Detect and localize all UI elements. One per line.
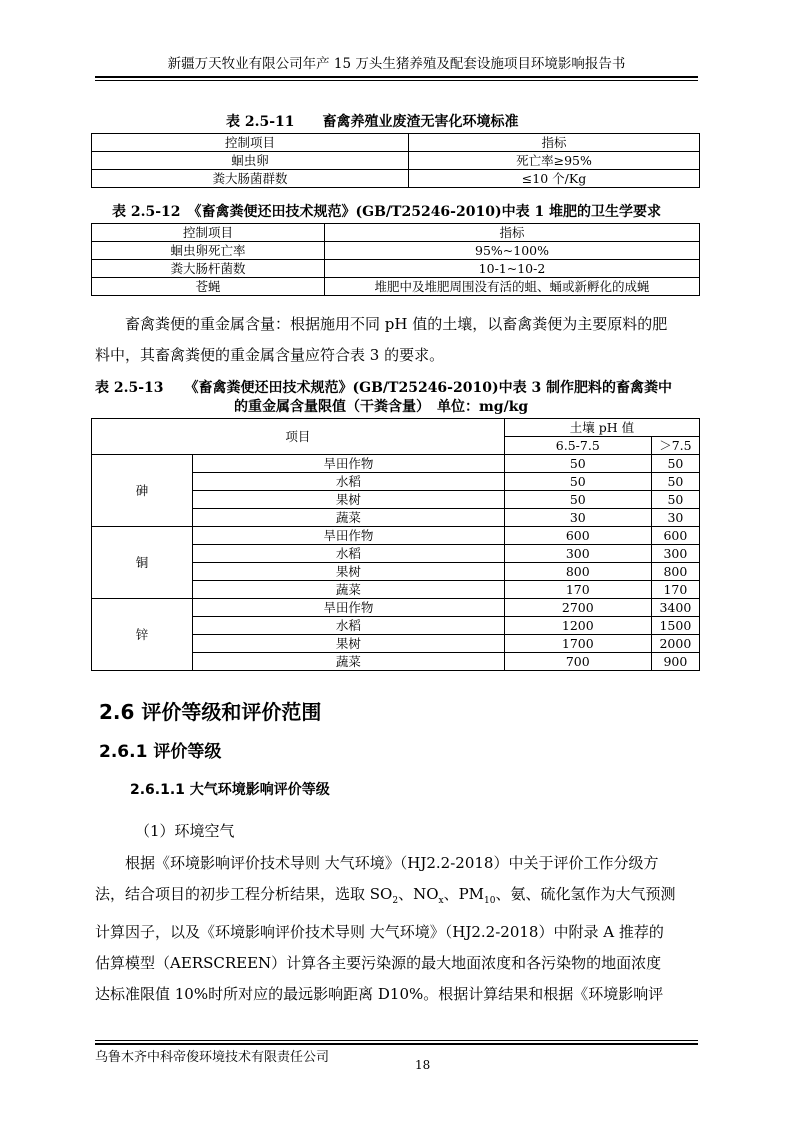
metal-cell: 砷 [92,455,193,527]
paragraph-assessment [95,848,698,1010]
value-cell: 30 [651,509,699,527]
table-header-row [92,419,700,437]
value-cell: 2000 [651,635,699,653]
value-cell: 170 [651,581,699,599]
subscript: x [438,896,444,906]
table-row [92,527,700,545]
crop-cell: 蔬菜 [193,509,505,527]
crop-cell: 果树 [193,563,505,581]
crop-cell: 旱田作物 [193,599,505,617]
value-cell: 1500 [651,617,699,635]
running-header: 新疆万天牧业有限公司年产 15 万头生猪养殖及配套设施项目环境影响报告书 [167,56,626,72]
value-cell: 2700 [504,599,651,617]
table-cell: 堆肥中及堆肥周围没有活的蛆、蛹或新孵化的成蝇 [325,278,700,296]
table-header-row [92,134,700,152]
table-row [92,170,700,188]
table1 [91,133,700,188]
value-cell: 800 [651,563,699,581]
table-cell: 粪大肠杆菌数 [92,260,325,278]
table3-caption-line2: 的重金属含量限值（干粪含量） 单位：mg/kg [234,399,529,415]
value-cell: 800 [504,563,651,581]
table-header-cell: ＞7.5 [651,437,699,455]
table-header-cell: 项目 [92,419,505,455]
value-cell: 1200 [504,617,651,635]
table1-caption: 表 2.5-11 畜禽养殖业废渣无害化环境标准 [226,114,519,130]
value-cell: 50 [651,491,699,509]
table-row [92,599,700,617]
section-heading-2-6-1-1: 2.6.1.1 大气环境影响评价等级 [130,782,330,798]
paragraph-line [95,879,698,917]
value-cell: 600 [651,527,699,545]
paragraph-line: 达标准限值 10%时所对应的最远影响距离 D10%。根据计算结果和根据《环境影响评 [95,985,664,1003]
value-cell: 50 [504,455,651,473]
value-cell: 600 [504,527,651,545]
crop-cell: 蔬菜 [193,653,505,671]
table-header-cell: 指标 [409,134,700,152]
table3 [91,418,700,671]
header-rule [95,76,698,81]
footer-company: 乌鲁木齐中科帝俊环境技术有限责任公司 [95,1050,330,1065]
section-heading-2-6: 2.6 评价等级和评价范围 [99,700,322,724]
value-cell: 50 [504,491,651,509]
value-cell: 700 [504,653,651,671]
crop-cell: 水稻 [193,473,505,491]
table-cell: 蛔虫卵死亡率 [92,242,325,260]
table-header-cell: 控制项目 [92,224,325,242]
text-run: 、氨、硫化氢作为大气预测 [495,885,676,903]
table-row [92,455,700,473]
paragraph-line: 根据《环境影响评价技术导则 大气环境》（HJ2.2-2018）中关于评价工作分级方 [125,854,659,872]
table-cell: 死亡率≥95% [409,152,700,170]
crop-cell: 果树 [193,491,505,509]
table2-caption: 表 2.5-12 《畜禽粪便还田技术规范》(GB/T25246-2010)中表 1 堆肥的卫生学要求 [112,204,662,220]
value-cell: 300 [651,545,699,563]
subscript: 2 [392,896,399,906]
text-run: 、NO [398,885,439,903]
table-cell: 95%~100% [325,242,700,260]
value-cell: 1700 [504,635,651,653]
paragraph-heavy-metals [95,309,698,371]
table-header-row [92,224,700,242]
text-run: 法，结合项目的初步工程分析结果，选取 SO [95,885,393,903]
value-cell: 50 [651,455,699,473]
table-row [92,242,700,260]
crop-cell: 水稻 [193,617,505,635]
value-cell: 900 [651,653,699,671]
table-header-cell: 6.5-7.5 [504,437,651,455]
list-item-ambient-air: （1）环境空气 [135,822,235,840]
crop-cell: 蔬菜 [193,581,505,599]
crop-cell: 旱田作物 [193,527,505,545]
crop-cell: 旱田作物 [193,455,505,473]
value-cell: 50 [504,473,651,491]
table-header-cell: 控制项目 [92,134,409,152]
table-header-cell: 土壤 pH 值 [504,419,699,437]
text-run: 、PM [443,885,485,903]
table-cell: ≤10 个/Kg [409,170,700,188]
metal-cell: 锌 [92,599,193,671]
value-cell: 170 [504,581,651,599]
table-cell: 粪大肠菌群数 [92,170,409,188]
subscript: 10 [484,896,496,906]
table-row [92,260,700,278]
metal-cell: 铜 [92,527,193,599]
footer-rule [95,1040,698,1045]
value-cell: 3400 [651,599,699,617]
table3-caption-line1: 表 2.5-13 《畜禽粪便还田技术规范》(GB/T25246-2010)中表 3 制作肥料的畜禽粪中 [95,380,673,396]
paragraph-line: 料中，其畜禽粪便的重金属含量应符合表 3 的要求。 [95,346,445,364]
page-number: 18 [415,1058,431,1072]
value-cell: 50 [651,473,699,491]
table-row [92,152,700,170]
value-cell: 30 [504,509,651,527]
table-row [92,278,700,296]
value-cell: 300 [504,545,651,563]
paragraph-line: 畜禽粪便的重金属含量：根据施用不同 pH 值的土壤，以畜禽粪便为主要原料的肥 [125,315,668,333]
crop-cell: 水稻 [193,545,505,563]
table-header-cell: 指标 [325,224,700,242]
paragraph-line: 估算模型（AERSCREEN）计算各主要污染源的最大地面浓度和各污染物的地面浓度 [95,954,662,972]
table-cell: 10-1~10-2 [325,260,700,278]
table-cell: 蛔虫卵 [92,152,409,170]
section-heading-2-6-1: 2.6.1 评价等级 [99,742,222,762]
paragraph-line: 计算因子，以及《环境影响评价技术导则 大气环境》（HJ2.2-2018）中附录 A 推荐的 [95,923,664,941]
crop-cell: 果树 [193,635,505,653]
table2 [91,223,700,296]
table-cell: 苍蝇 [92,278,325,296]
